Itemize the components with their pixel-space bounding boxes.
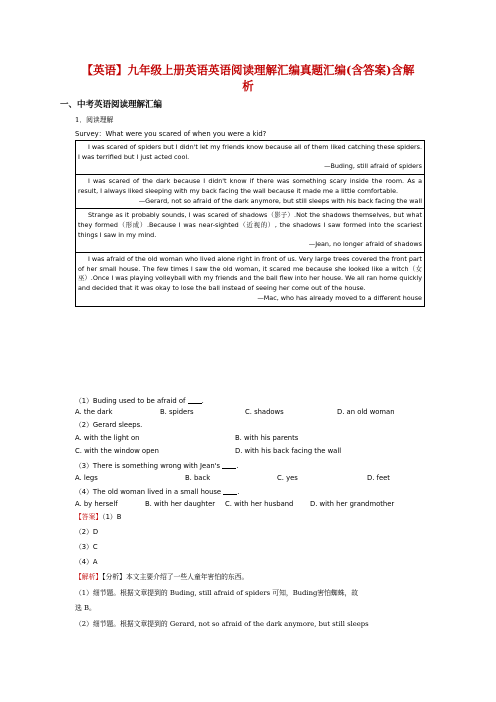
option-b: B. back (185, 474, 211, 482)
option-a: A. with the light on (75, 434, 140, 442)
survey-row-mac (76, 253, 425, 307)
answer-2: （2）D (75, 528, 99, 536)
option-c: C. with the window open (75, 447, 159, 455)
analysis-label: 【解析】 (75, 573, 103, 581)
answer-blank (188, 396, 202, 404)
analysis-1-line-2: 选 B。 (75, 604, 96, 612)
option-b: B. with her daughter (145, 500, 216, 508)
option-c: C. yes (277, 474, 298, 482)
option-a: A. the dark (75, 408, 113, 416)
option-d: D. feet (367, 474, 390, 482)
answer-blank (223, 487, 240, 496)
analysis-2-line-1: （2）细节题。根据文章提到的 Gerard, not so afraid of the dark anymore, but still sleeps (75, 620, 369, 628)
question-stem-text: （4）The old woman lived in a small house (75, 488, 224, 496)
option-b: B. with his parents (235, 434, 299, 442)
question-stem-text: （3）There is something wrong with Jean's (75, 462, 223, 470)
analysis-intro-text: 【分析】本文主要介绍了一些人童年害怕的东西。 (102, 573, 249, 581)
question-4-stem (75, 487, 239, 497)
answer-1: （1）B (102, 513, 122, 521)
title-line-1: 【英语】九年级上册英语英语阅读理解汇编真题汇编(含答案)含解 (81, 63, 415, 77)
answer-blank (222, 461, 239, 470)
story-text: I was scared of the dark because I didn't know if there was something scary inside the room. As a result, I always liked sleeping with my back facing the wall because it made me a little comfortable. (78, 177, 422, 195)
section-heading: 一、中考英语阅读理解汇编 (60, 100, 163, 110)
question-stem-end: . (237, 488, 240, 496)
story-signature: —Gerard, not so afraid of the dark anymore, but still sleeps with his back facing the wall (138, 196, 422, 205)
survey-table (75, 140, 425, 307)
option-d: D. with her grandmother (310, 500, 395, 508)
option-b: B. spiders (160, 408, 194, 416)
option-a: A. legs (75, 474, 98, 482)
option-c: C. shadows (245, 408, 284, 416)
story-text: Strange as it probably sounds, I was scared of shadows（影子）.Not the shadows themselves, but what they formed（形成）.Because I was near-sighted（近视的）, the shadows I saw formed into the scariest things I saw in my mind. (78, 211, 422, 239)
question-3-stem (75, 461, 238, 471)
option-c: C. with her husband (225, 500, 294, 508)
question-stem-text: （1）Buding used to be afraid of (75, 397, 188, 405)
story-signature: —Buding, still afraid of spiders (324, 162, 422, 171)
answer-4: （4）A (75, 558, 98, 566)
story-signature: —Mac, who has already moved to a different house (257, 293, 422, 302)
story-text: I was afraid of the old woman who lived alone right in front of us. Very large trees covered the front part of her small house. The few times I saw the old woman, it scared me because she looked like a witch（女巫）.Once I was playing volleyball with my friends and the ball flew into her house. We all ran home quickly and decided that it was okay to lose the ball instead of seeing her come out of the house. (78, 255, 422, 293)
option-d: D. with his back facing the wall (235, 447, 342, 455)
analysis-1-line-1: （1）细节题。根据文章提到的 Buding, still afraid of spiders 可知，Buding害怕蜘蛛，故 (75, 589, 359, 597)
story-signature: —Jean, no longer afraid of shadows (308, 240, 422, 249)
title-line-2: 析 (242, 79, 254, 93)
survey-row-gerard (76, 175, 425, 209)
survey-question: Survey：What were you scared of when you were a kid? (75, 130, 267, 138)
answer-label: 【答案】 (75, 513, 103, 521)
question-stem-end: . (236, 462, 239, 470)
item-heading: 1．阅读理解 (75, 116, 114, 124)
survey-row-jean (76, 209, 425, 253)
option-a: A. by herself (75, 500, 118, 508)
question-2-stem: （2）Gerard sleeps. (75, 421, 143, 429)
answer-block (75, 513, 121, 522)
document-title (60, 62, 436, 94)
question-stem-end: . (201, 397, 204, 405)
analysis-intro (75, 573, 248, 582)
option-d: D. an old woman (337, 408, 395, 416)
question-1-stem (75, 396, 204, 406)
story-text: I was scared of spiders but I didn't let my friends know because all of them liked catching these spiders. I was terrified but I just acted cool. (78, 143, 422, 161)
answer-3: （3）C (75, 543, 98, 551)
survey-row-buding (76, 141, 425, 175)
